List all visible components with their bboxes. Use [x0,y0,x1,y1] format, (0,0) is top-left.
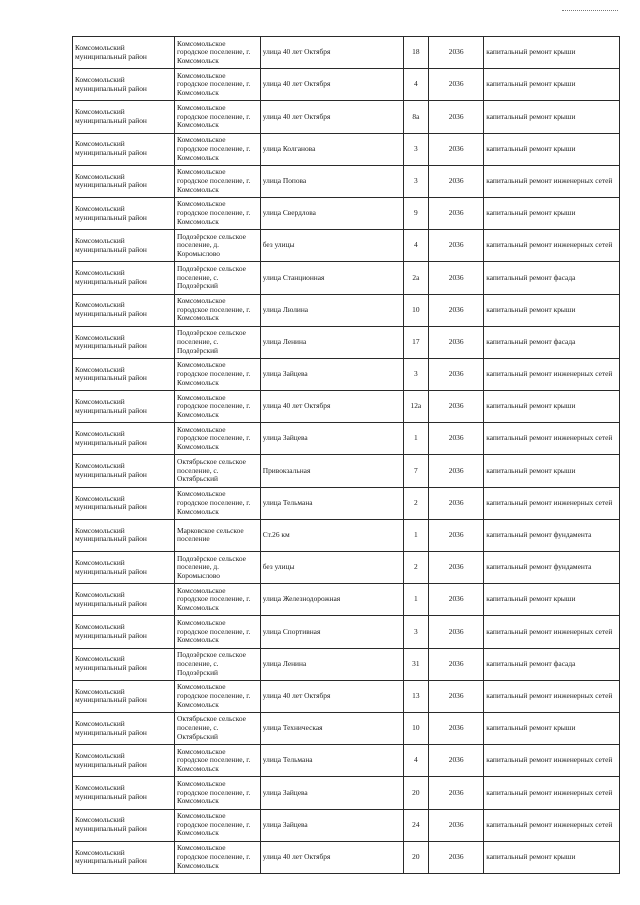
settlement-cell: Комсомольское городское поселение, г. Комсомольск [175,616,261,648]
house-number-cell: 3 [403,165,429,197]
settlement-cell: Комсомольское городское поселение, г. Комсомольск [175,680,261,712]
street-cell: улица 40 лет Октября [260,37,403,69]
street-cell: Ст.26 км [260,519,403,551]
district-cell: Комсомольский муниципальный район [73,745,175,777]
street-cell: Привокзальная [260,455,403,487]
house-number-cell: 9 [403,197,429,229]
settlement-cell: Подозёрское сельское поселение, с. Подозёрский [175,326,261,358]
year-cell: 2036 [429,423,484,455]
year-cell: 2036 [429,230,484,262]
table-row [73,391,620,423]
house-number-cell: 3 [403,358,429,390]
work-type-cell: капитальный ремонт инженерных сетей [484,358,620,390]
district-cell: Комсомольский муниципальный район [73,37,175,69]
table-row [73,37,620,69]
house-number-cell: 10 [403,294,429,326]
work-type-cell: капитальный ремонт фундамента [484,552,620,584]
settlement-cell: Октябрьское сельское поселение, с. Октябрьский [175,712,261,744]
work-type-cell: капитальный ремонт крыши [484,391,620,423]
year-cell: 2036 [429,101,484,133]
street-cell: улица 40 лет Октября [260,101,403,133]
house-number-cell: 1 [403,519,429,551]
settlement-cell: Подозёрское сельское поселение, д. Коромыслово [175,230,261,262]
work-type-cell: капитальный ремонт инженерных сетей [484,680,620,712]
table-row [73,680,620,712]
year-cell: 2036 [429,37,484,69]
work-type-cell: капитальный ремонт крыши [484,712,620,744]
house-number-cell: 12а [403,391,429,423]
house-number-cell: 1 [403,423,429,455]
work-type-cell: капитальный ремонт крыши [484,37,620,69]
district-cell: Комсомольский муниципальный район [73,809,175,841]
settlement-cell: Комсомольское городское поселение, г. Комсомольск [175,584,261,616]
year-cell: 2036 [429,841,484,873]
settlement-cell: Подозёрское сельское поселение, с. Подозёрский [175,648,261,680]
table-row [73,101,620,133]
settlement-cell: Марковское сельское поселение [175,519,261,551]
house-number-cell: 2 [403,552,429,584]
house-number-cell: 4 [403,230,429,262]
district-cell: Комсомольский муниципальный район [73,294,175,326]
settlement-cell: Комсомольское городское поселение, г. Комсомольск [175,777,261,809]
year-cell: 2036 [429,391,484,423]
district-cell: Комсомольский муниципальный район [73,165,175,197]
table-row [73,712,620,744]
scan-corner-mark [562,10,618,11]
settlement-cell: Комсомольское городское поселение, г. Комсомольск [175,37,261,69]
table-row [73,165,620,197]
work-type-cell: капитальный ремонт крыши [484,841,620,873]
street-cell: улица Попова [260,165,403,197]
settlement-cell: Комсомольское городское поселение, г. Комсомольск [175,101,261,133]
work-type-cell: капитальный ремонт инженерных сетей [484,809,620,841]
capital-repair-table [72,36,620,874]
year-cell: 2036 [429,552,484,584]
work-type-cell: капитальный ремонт крыши [484,197,620,229]
work-type-cell: капитальный ремонт инженерных сетей [484,777,620,809]
year-cell: 2036 [429,165,484,197]
street-cell: без улицы [260,552,403,584]
year-cell: 2036 [429,616,484,648]
settlement-cell: Комсомольское городское поселение, г. Комсомольск [175,69,261,101]
table-row [73,584,620,616]
year-cell: 2036 [429,680,484,712]
year-cell: 2036 [429,648,484,680]
year-cell: 2036 [429,487,484,519]
year-cell: 2036 [429,262,484,294]
work-type-cell: капитальный ремонт крыши [484,69,620,101]
house-number-cell: 24 [403,809,429,841]
work-type-cell: капитальный ремонт фасада [484,648,620,680]
year-cell: 2036 [429,584,484,616]
year-cell: 2036 [429,745,484,777]
district-cell: Комсомольский муниципальный район [73,101,175,133]
house-number-cell: 8а [403,101,429,133]
settlement-cell: Комсомольское городское поселение, г. Комсомольск [175,197,261,229]
street-cell: улица Зайцева [260,809,403,841]
district-cell: Комсомольский муниципальный район [73,230,175,262]
house-number-cell: 2а [403,262,429,294]
house-number-cell: 10 [403,712,429,744]
house-number-cell: 4 [403,69,429,101]
district-cell: Комсомольский муниципальный район [73,487,175,519]
district-cell: Комсомольский муниципальный район [73,391,175,423]
street-cell: улица Тельмана [260,745,403,777]
street-cell: улица Ленина [260,326,403,358]
table-row [73,519,620,551]
district-cell: Комсомольский муниципальный район [73,777,175,809]
settlement-cell: Комсомольское городское поселение, г. Комсомольск [175,487,261,519]
house-number-cell: 31 [403,648,429,680]
street-cell: улица 40 лет Октября [260,841,403,873]
table-row [73,616,620,648]
district-cell: Комсомольский муниципальный район [73,648,175,680]
table-row [73,809,620,841]
settlement-cell: Подозёрское сельское поселение, д. Коромыслово [175,552,261,584]
settlement-cell: Комсомольское городское поселение, г. Комсомольск [175,391,261,423]
street-cell: без улицы [260,230,403,262]
house-number-cell: 7 [403,455,429,487]
street-cell: улица 40 лет Октября [260,680,403,712]
work-type-cell: капитальный ремонт фасада [484,262,620,294]
settlement-cell: Комсомольское городское поселение, г. Комсомольск [175,809,261,841]
settlement-cell: Подозёрское сельское поселение, с. Подозёрский [175,262,261,294]
table-row [73,326,620,358]
settlement-cell: Комсомольское городское поселение, г. Комсомольск [175,745,261,777]
table-body [73,37,620,874]
table-row [73,294,620,326]
street-cell: улица Зайцева [260,358,403,390]
table-row [73,552,620,584]
district-cell: Комсомольский муниципальный район [73,262,175,294]
table-row [73,777,620,809]
settlement-cell: Октябрьское сельское поселение, с. Октябрьский [175,455,261,487]
year-cell: 2036 [429,809,484,841]
table-row [73,133,620,165]
settlement-cell: Комсомольское городское поселение, г. Комсомольск [175,294,261,326]
house-number-cell: 17 [403,326,429,358]
settlement-cell: Комсомольское городское поселение, г. Комсомольск [175,133,261,165]
year-cell: 2036 [429,358,484,390]
district-cell: Комсомольский муниципальный район [73,358,175,390]
table-row [73,69,620,101]
house-number-cell: 4 [403,745,429,777]
street-cell: улица Тельмана [260,487,403,519]
street-cell: улица Станционная [260,262,403,294]
work-type-cell: капитальный ремонт инженерных сетей [484,616,620,648]
table-row [73,358,620,390]
year-cell: 2036 [429,69,484,101]
street-cell: улица 40 лет Октября [260,391,403,423]
house-number-cell: 3 [403,133,429,165]
house-number-cell: 18 [403,37,429,69]
street-cell: улица Спортивная [260,616,403,648]
work-type-cell: капитальный ремонт инженерных сетей [484,165,620,197]
house-number-cell: 13 [403,680,429,712]
district-cell: Комсомольский муниципальный район [73,616,175,648]
district-cell: Комсомольский муниципальный район [73,197,175,229]
street-cell: улица Техническая [260,712,403,744]
district-cell: Комсомольский муниципальный район [73,326,175,358]
district-cell: Комсомольский муниципальный район [73,519,175,551]
table-row [73,197,620,229]
year-cell: 2036 [429,197,484,229]
table-row [73,648,620,680]
work-type-cell: капитальный ремонт крыши [484,101,620,133]
work-type-cell: капитальный ремонт фасада [484,326,620,358]
settlement-cell: Комсомольское городское поселение, г. Комсомольск [175,841,261,873]
work-type-cell: капитальный ремонт инженерных сетей [484,745,620,777]
year-cell: 2036 [429,294,484,326]
street-cell: улица 40 лет Октября [260,69,403,101]
settlement-cell: Комсомольское городское поселение, г. Комсомольск [175,423,261,455]
district-cell: Комсомольский муниципальный район [73,841,175,873]
settlement-cell: Комсомольское городское поселение, г. Комсомольск [175,165,261,197]
table-row [73,745,620,777]
settlement-cell: Комсомольское городское поселение, г. Комсомольск [175,358,261,390]
table-row [73,230,620,262]
table-row [73,423,620,455]
district-cell: Комсомольский муниципальный район [73,423,175,455]
house-number-cell: 1 [403,584,429,616]
district-cell: Комсомольский муниципальный район [73,584,175,616]
street-cell: улица Зайцева [260,777,403,809]
table-row [73,841,620,873]
table-row [73,487,620,519]
street-cell: улица Свердлова [260,197,403,229]
district-cell: Комсомольский муниципальный район [73,455,175,487]
work-type-cell: капитальный ремонт крыши [484,294,620,326]
district-cell: Комсомольский муниципальный район [73,712,175,744]
table-row [73,262,620,294]
district-cell: Комсомольский муниципальный район [73,552,175,584]
street-cell: улица Колганова [260,133,403,165]
work-type-cell: капитальный ремонт инженерных сетей [484,230,620,262]
street-cell: улица Железнодорожная [260,584,403,616]
year-cell: 2036 [429,326,484,358]
work-type-cell: капитальный ремонт инженерных сетей [484,487,620,519]
house-number-cell: 2 [403,487,429,519]
year-cell: 2036 [429,777,484,809]
district-cell: Комсомольский муниципальный район [73,69,175,101]
year-cell: 2036 [429,712,484,744]
street-cell: улица Ленина [260,648,403,680]
house-number-cell: 20 [403,841,429,873]
house-number-cell: 20 [403,777,429,809]
street-cell: улица Люлина [260,294,403,326]
district-cell: Комсомольский муниципальный район [73,680,175,712]
work-type-cell: капитальный ремонт фундамента [484,519,620,551]
work-type-cell: капитальный ремонт крыши [484,455,620,487]
street-cell: улица Зайцева [260,423,403,455]
year-cell: 2036 [429,455,484,487]
year-cell: 2036 [429,519,484,551]
work-type-cell: капитальный ремонт крыши [484,133,620,165]
work-type-cell: капитальный ремонт крыши [484,584,620,616]
year-cell: 2036 [429,133,484,165]
district-cell: Комсомольский муниципальный район [73,133,175,165]
house-number-cell: 3 [403,616,429,648]
work-type-cell: капитальный ремонт инженерных сетей [484,423,620,455]
table-row [73,455,620,487]
